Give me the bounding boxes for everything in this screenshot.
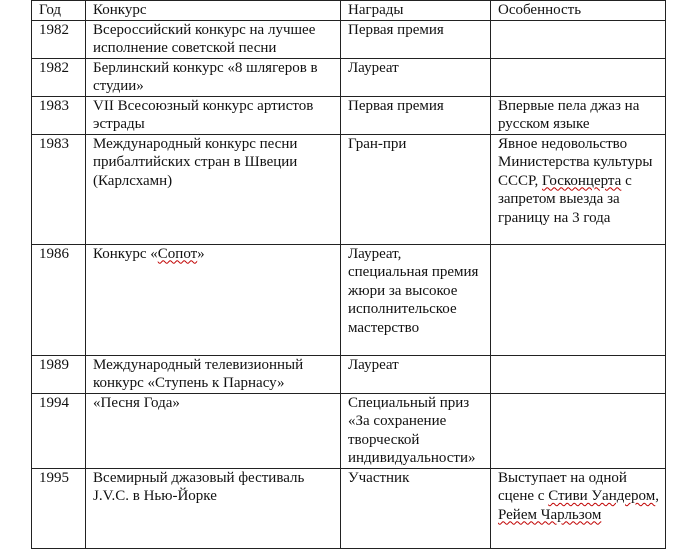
note-text-before: Выступает на одной сцене с [498,469,627,504]
table-row [32,244,666,355]
contest-text-before: Конкурс « [93,245,158,262]
spellcheck-marked-word: Рейем Чарльзом [498,506,602,523]
cell-award: Гран-при [341,134,491,244]
cell-contest: Берлинский конкурс «8 шлягеров в студии» [86,58,341,96]
cell-year: 1983 [32,96,86,134]
cell-contest: Международный конкурс песни прибалтийских стран в Швеции (Карлсхамн) [86,134,341,244]
awards-table [31,0,666,549]
header-note: Особенность [491,1,666,21]
cell-year: 1995 [32,468,86,548]
cell-award: Участник [341,468,491,548]
cell-award: Лауреат [341,355,491,393]
cell-contest: «Песня Года» [86,393,341,468]
cell-contest: VII Всесоюзный конкурс артистов эстрады [86,96,341,134]
spellcheck-marked-word: Стиви Уандером [548,488,656,504]
cell-award: Первая премия [341,20,491,58]
header-year: Год [32,1,86,21]
table-row [32,393,666,468]
cell-note [491,393,666,468]
note-text-before: Явное недовольство Министерства культуры СССР, [498,135,653,189]
cell-year: 1983 [32,134,86,244]
cell-note [491,244,666,355]
header-contest: Конкурс [86,1,341,21]
table-row [32,468,666,548]
cell-award: Первая премия [341,96,491,134]
cell-note [491,134,666,244]
cell-year: 1989 [32,355,86,393]
cell-contest: Международный телевизионный конкурс «Ступень к Парнасу» [86,355,341,393]
cell-note [491,58,666,96]
cell-award: Лауреат [341,58,491,96]
cell-note: Впервые пела джаз на русском языке [491,96,666,134]
spellcheck-marked-word: Госконцерта [541,172,622,189]
cell-year: 1994 [32,393,86,468]
cell-note [491,20,666,58]
table-row [32,96,666,134]
contest-text-after: » [197,245,205,262]
cell-contest: Всероссийский конкурс на лучшее исполнение советской песни [86,20,341,58]
cell-year: 1982 [32,58,86,96]
table-row [32,20,666,58]
cell-year: 1982 [32,20,86,58]
cell-award: Специальный приз «За сохранение творческой индивидуальности» [341,393,491,468]
cell-year: 1986 [32,244,86,355]
spellcheck-marked-word: Сопот [157,245,198,262]
cell-award: Лауреат, специальная премия жюри за высокое исполнительское мастерство [341,244,491,355]
note-text-after: с запретом выезда за границу на 3 года [498,172,632,226]
table-row [32,134,666,244]
table-header-row [32,1,666,21]
note-text-middle: , [655,488,659,504]
table-row [32,355,666,393]
cell-note [491,468,666,548]
cell-contest: Всемирный джазовый фестиваль J.V.C. в Нью-Йорке [86,468,341,548]
cell-contest [86,244,341,355]
cell-note [491,355,666,393]
header-award: Награды [341,1,491,21]
table-row [32,58,666,96]
